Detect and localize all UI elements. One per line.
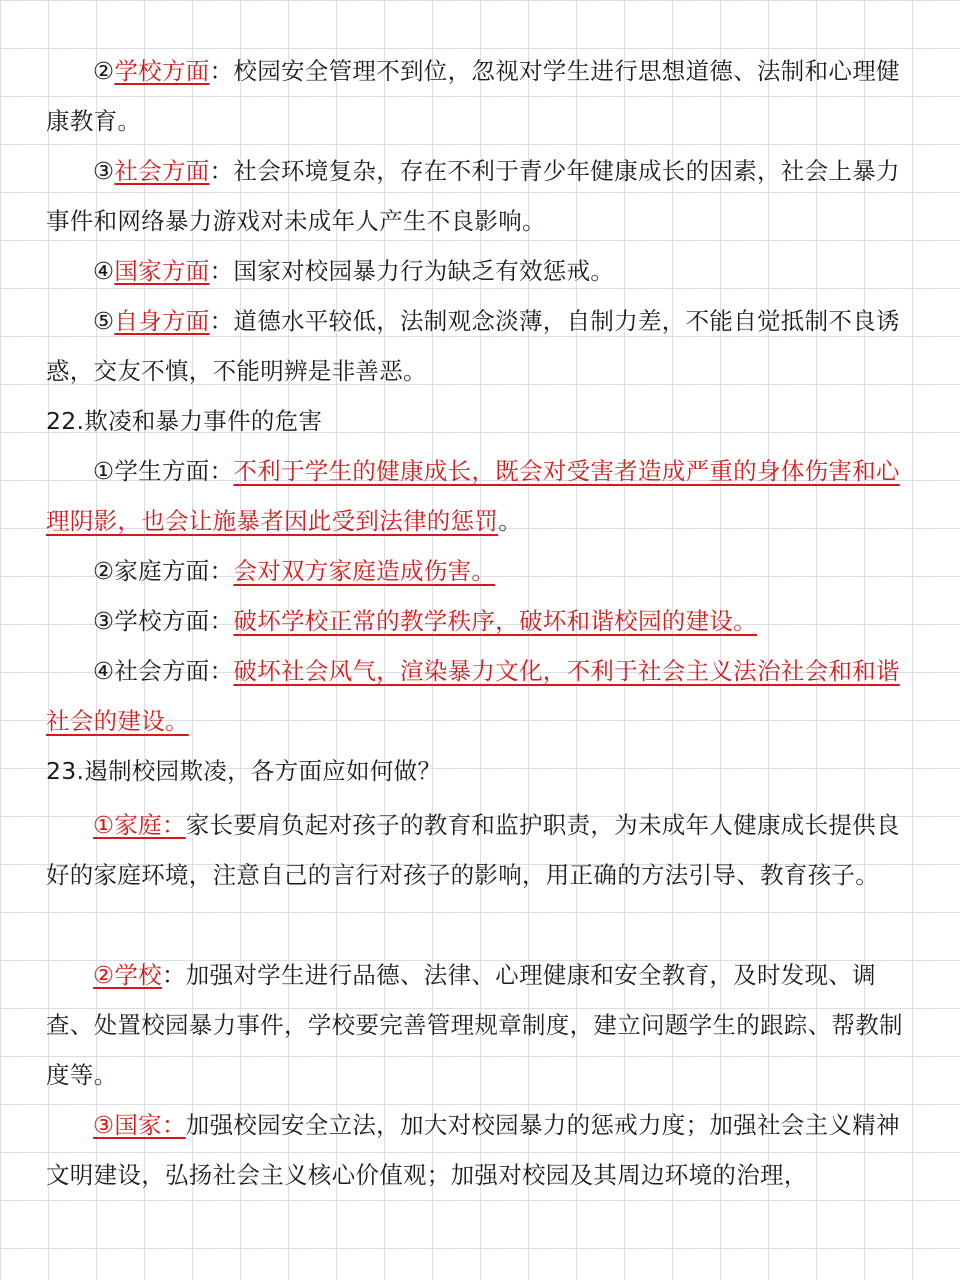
paragraph-text: 家长要肩负起对孩子的教育和监护职责，为未成年人健康成长提供良好的家庭环境，注意自己的言行对孩子的影响，用正确的方法引导、教育孩子。 xyxy=(46,811,900,889)
keyword-state: ③国家： xyxy=(93,1111,186,1139)
colon: ： xyxy=(209,157,234,185)
paragraph-21-school xyxy=(46,46,916,146)
keyword-state: 国家方面 xyxy=(114,257,210,285)
paragraph-23-school xyxy=(46,950,916,1100)
item-label: ②家庭方面： xyxy=(93,557,234,585)
paragraph-text: 校园安全管理不到位，忽视对学生进行思想道德、法制和心理健康教育。 xyxy=(46,57,900,135)
keyword-school: ②学校 xyxy=(93,961,162,989)
highlight-text: 破坏社会风气，渲染暴力文化，不利于社会主义法治社会和和谐社会的建设。 xyxy=(46,657,900,735)
paragraph-21-self xyxy=(46,296,916,396)
paragraph-text: 加强对学生进行品德、法律、心理健康和安全教育，及时发现、调查、处置校园暴力事件，学校要完善管理规章制度，建立问题学生的跟踪、帮教制度等。 xyxy=(46,961,903,1089)
keyword-school: 学校方面 xyxy=(114,57,210,85)
paragraph-23-family xyxy=(46,800,916,900)
item-number: ③ xyxy=(93,157,115,185)
highlight-text: 不利于学生的健康成长，既会对受害者造成严重的身体伤害和心理阴影，也会让施暴者因此受到法律的惩罚 xyxy=(46,457,900,535)
item-number: ④ xyxy=(93,257,115,285)
paragraph-text: 社会环境复杂，存在不利于青少年健康成长的因素，社会上暴力事件和网络暴力游戏对未成年人产生不良影响。 xyxy=(46,157,900,235)
sentence-end: 。 xyxy=(498,507,523,535)
colon: ： xyxy=(209,57,234,85)
item-label: ③学校方面： xyxy=(93,607,234,635)
section-title-22: 22.欺凌和暴力事件的危害 xyxy=(46,407,323,435)
highlight-text: 会对双方家庭造成伤害。 xyxy=(233,557,496,585)
colon: ： xyxy=(161,961,186,989)
paragraph-text: 国家对校园暴力行为缺乏有效惩戒。 xyxy=(233,257,615,285)
item-label: ①学生方面： xyxy=(93,457,234,485)
paragraph-22-family xyxy=(46,546,916,596)
paragraph-21-society xyxy=(46,146,916,246)
highlight-text: 破坏学校正常的教学秩序，破坏和谐校园的建设。 xyxy=(233,607,757,635)
paragraph-text: 道德水平较低，法制观念淡薄，自制力差，不能自觉抵制不良诱惑，交友不慎，不能明辨是非善恶。 xyxy=(46,307,900,385)
item-number: ⑤ xyxy=(93,307,115,335)
item-number: ② xyxy=(93,57,115,85)
colon: ： xyxy=(209,257,234,285)
section-title-23: 23.遏制校园欺凌，各方面应如何做？ xyxy=(46,757,442,785)
paragraph-22-society xyxy=(46,646,916,746)
paragraph-22-student xyxy=(46,446,916,546)
keyword-family: ①家庭： xyxy=(93,811,186,839)
paragraph-23-state xyxy=(46,1100,916,1200)
item-label: ④社会方面： xyxy=(93,657,234,685)
paragraph-22-school xyxy=(46,596,916,646)
colon: ： xyxy=(209,307,234,335)
paragraph-text: 加强校园安全立法，加大对校园暴力的惩戒力度；加强社会主义精神文明建设，弘扬社会主义核心价值观；加强对校园及其周边环境的治理， xyxy=(46,1111,900,1189)
paragraph-21-state xyxy=(46,246,916,296)
keyword-society: 社会方面 xyxy=(114,157,210,185)
keyword-self: 自身方面 xyxy=(114,307,210,335)
